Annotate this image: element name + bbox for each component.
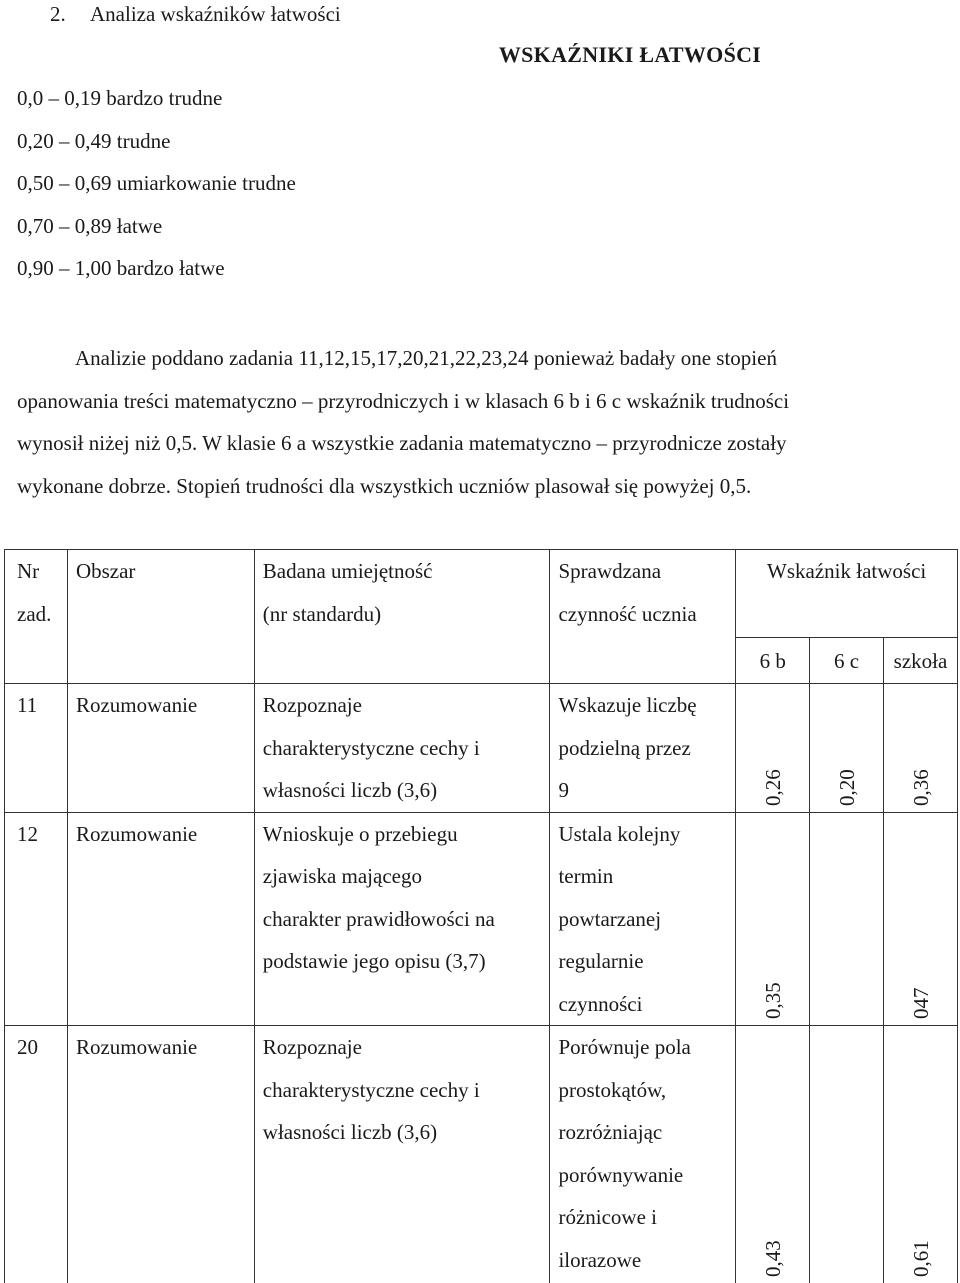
cell-szkola	[884, 684, 958, 813]
cell-nr: 12	[5, 812, 68, 1026]
value-6b: 0,26	[760, 768, 785, 806]
difficulty-scale-title: WSKAŹNIKI ŁATWOŚCI	[498, 42, 762, 67]
cell-line: charakter prawidłowości na	[262, 906, 495, 931]
cell-line: regularnie	[558, 949, 644, 973]
cell-line: Rozpoznaje	[262, 693, 362, 717]
paragraph-line: wykonane dobrze. Stopień trudności dla wszystkich uczniów plasował się powyżej 0,5.	[17, 473, 752, 498]
scale-item: 0,0 – 0,19 bardzo trudne	[17, 86, 223, 110]
cell-umiejetnosc	[254, 1026, 550, 1283]
cell-line: własności liczb (3,6)	[262, 778, 438, 802]
cell-line: porównywanie	[558, 1162, 684, 1187]
cell-6b	[736, 1026, 810, 1283]
subheader-6c: 6 c	[810, 638, 884, 684]
value-szkola: 0,61	[908, 1240, 933, 1277]
cell-nr: 11	[5, 684, 68, 813]
subheader-6b: 6 b	[736, 638, 810, 684]
analysis-paragraph	[17, 337, 947, 507]
paragraph-line: Analizie poddano zadania 11,12,15,17,20,21,22,23,24 ponieważ badały one stopień	[75, 346, 777, 370]
cell-line: ilorazowe	[558, 1247, 642, 1272]
cell-6c	[810, 812, 884, 1026]
value-szkola: 047	[908, 987, 933, 1019]
cell-obszar: Rozumowanie	[67, 812, 254, 1026]
header-wskaznik-label: Wskaźnik łatwości	[767, 559, 927, 583]
cell-szkola	[884, 812, 958, 1026]
cell-line: charakterystyczne cechy i	[262, 1077, 480, 1102]
cell-line: Wskazuje liczbę	[558, 693, 697, 717]
header-czynnosc	[550, 550, 736, 684]
cell-czynnosc	[550, 812, 736, 1026]
cell-line: rozróżniając	[558, 1120, 663, 1144]
header-umiejetnosc	[254, 550, 550, 684]
cell-umiejetnosc	[254, 812, 550, 1026]
header-obszar	[67, 550, 254, 684]
table-row	[5, 812, 958, 1026]
cell-line: Porównuje pola	[558, 1035, 691, 1059]
header-umiejetnosc-line1: Badana umiejętność	[262, 559, 433, 583]
cell-line: 9	[558, 778, 569, 802]
scale-item: 0,90 – 1,00 bardzo łatwe	[17, 256, 225, 280]
header-czynnosc-line2: czynność ucznia	[558, 601, 697, 626]
cell-line: termin	[558, 864, 614, 888]
cell-line: Ustala kolejny	[558, 821, 681, 846]
header-umiejetnosc-line2: (nr standardu)	[262, 601, 382, 626]
cell-czynnosc	[550, 684, 736, 813]
cell-line: podzielną przez	[558, 735, 691, 760]
paragraph-line: wynosił niżej niż 0,5. W klasie 6 a wszystkie zadania matematyczno – przyrodnicze zostały	[17, 431, 787, 455]
cell-line: zjawiska mającego	[262, 864, 422, 888]
cell-szkola	[884, 1026, 958, 1283]
value-6b: 0,43	[760, 1240, 785, 1277]
section-heading	[50, 0, 341, 28]
paragraph-line: opanowania treści matematyczno – przyrodniczych i w klasach 6 b i 6 c wskaźnik trudności	[17, 388, 790, 413]
value-szkola: 0,36	[908, 768, 933, 806]
cell-line: czynności	[558, 991, 643, 1016]
header-obszar-label: Obszar	[75, 559, 136, 583]
cell-nr: 20	[5, 1026, 68, 1283]
cell-6c	[810, 1026, 884, 1283]
cell-umiejetnosc	[254, 684, 550, 813]
cell-6b	[736, 684, 810, 813]
table-row	[5, 684, 958, 813]
table-header-row	[5, 550, 958, 638]
cell-line: prostokątów,	[558, 1077, 667, 1102]
cell-line: różnicowe i	[558, 1205, 657, 1229]
header-wskaznik	[736, 550, 958, 638]
cell-6c	[810, 684, 884, 813]
header-nr-line2: zad.	[17, 601, 52, 626]
cell-czynnosc	[550, 1026, 736, 1283]
section-title: Analiza wskaźników łatwości	[90, 2, 341, 26]
header-nr	[5, 550, 68, 684]
value-6b: 0,35	[760, 982, 785, 1019]
cell-line: powtarzanej	[558, 906, 662, 931]
cell-line: Wnioskuje o przebiegu	[262, 821, 458, 846]
cell-line: Rozpoznaje	[262, 1035, 362, 1059]
header-czynnosc-line1: Sprawdzana	[558, 559, 662, 583]
section-number: 2.	[50, 2, 66, 26]
scale-item: 0,70 – 0,89 łatwe	[17, 213, 163, 238]
difficulty-scale-list	[17, 84, 296, 297]
scale-item: 0,20 – 0,49 trudne	[17, 128, 171, 153]
table-row	[5, 1026, 958, 1283]
header-nr-line1: Nr	[17, 559, 40, 583]
cell-obszar: Rozumowanie	[67, 1026, 254, 1283]
results-table	[4, 549, 958, 1283]
cell-line: podstawie jego opisu (3,7)	[262, 949, 486, 973]
subheader-szkola: szkoła	[884, 638, 958, 684]
cell-obszar: Rozumowanie	[67, 684, 254, 813]
cell-line: własności liczb (3,6)	[262, 1120, 438, 1144]
cell-6b	[736, 812, 810, 1026]
scale-item: 0,50 – 0,69 umiarkowanie trudne	[17, 171, 296, 195]
cell-line: charakterystyczne cechy i	[262, 735, 480, 760]
value-6c: 0,20	[834, 768, 859, 806]
